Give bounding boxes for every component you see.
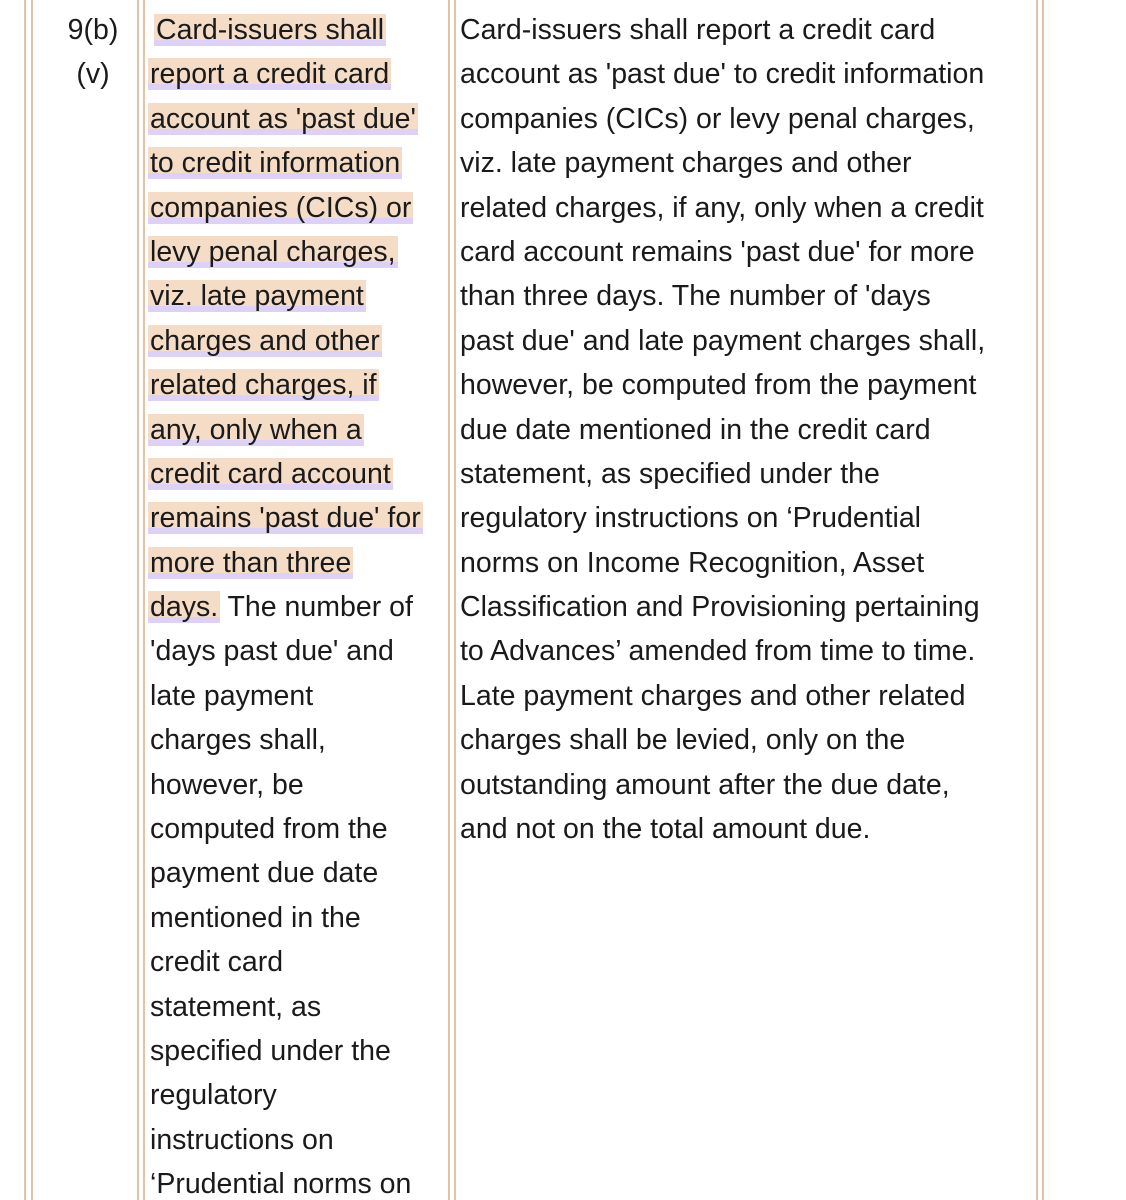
plain-line: late payment (150, 679, 314, 712)
highlighted-line: any, only when a (150, 413, 362, 446)
highlighted-line: remains 'past due' for (150, 502, 421, 535)
text-line: card account remains 'past due' for more (460, 235, 975, 268)
plain-line: credit card (150, 946, 284, 979)
text-line: regulatory instructions on ‘Prudential (460, 502, 921, 535)
plain-line: charges shall, (150, 724, 326, 757)
text-line: companies (CICs) or levy penal charges, (460, 102, 975, 135)
clause-number-cell (58, 8, 128, 97)
table-border-outer-left-2 (31, 0, 33, 1200)
plain-line: instructions on (150, 1123, 334, 1156)
highlighted-line: report a credit card (150, 58, 390, 91)
text-line: than three days. The number of 'days (460, 280, 931, 313)
table-border-outer-right-1 (1036, 0, 1038, 1200)
highlighted-line: days. (150, 591, 219, 624)
table-border-col2-a (143, 0, 145, 1200)
text-line: Card-issuers shall report a credit card (460, 14, 936, 46)
text-line: account as 'past due' to credit information (460, 58, 985, 91)
highlighted-passage (150, 8, 423, 629)
text-line: to Advances’ amended from time to time. (460, 635, 976, 668)
table-border-col1 (137, 0, 139, 1200)
text-line: Classification and Provisioning pertaining (460, 591, 980, 624)
plain-line: payment due date (150, 857, 379, 890)
revised-clause-text (460, 8, 985, 851)
highlighted-line: account as 'past due' (150, 102, 416, 135)
clause-number: 9(b) (67, 14, 119, 46)
table-border-outer-left-1 (24, 0, 26, 1200)
highlighted-line: charges and other (150, 324, 380, 357)
plain-line: however, be (150, 768, 304, 801)
plain-passage (150, 629, 423, 1200)
highlighted-line: to credit information (150, 147, 401, 180)
text-line: outstanding amount after the due date, (460, 768, 950, 801)
plain-line: specified under the (150, 1034, 391, 1067)
plain-line: mentioned in the (150, 901, 361, 934)
text-line: however, be computed from the payment (460, 369, 977, 402)
original-clause-text (150, 8, 423, 1200)
clause-sub-number: (v) (76, 58, 110, 91)
table-border-col3 (454, 0, 456, 1200)
plain-line: statement, as (150, 990, 322, 1023)
text-line: past due' and late payment charges shall, (460, 324, 986, 357)
text-line: related charges, if any, only when a credit (460, 191, 984, 224)
highlighted-line: levy penal charges, (150, 235, 396, 268)
text-line: viz. late payment charges and other (460, 147, 912, 180)
highlighted-line: related charges, if (150, 369, 377, 402)
plain-line: 'days past due' and (150, 635, 394, 668)
text-line: Late payment charges and other related (460, 679, 966, 712)
text-line: charges shall be levied, only on the (460, 724, 906, 757)
text-line: due date mentioned in the credit card (460, 413, 931, 446)
table-border-outer-right-2 (1042, 0, 1044, 1200)
table-border-col2-b (448, 0, 450, 1200)
text-line: norms on Income Recognition, Asset (460, 546, 925, 579)
plain-line: regulatory (150, 1079, 277, 1112)
highlighted-line: Card-issuers shall (156, 14, 385, 46)
highlighted-line: more than three (150, 546, 352, 579)
highlighted-line: companies (CICs) or (150, 191, 412, 224)
highlighted-line: credit card account (150, 457, 391, 490)
plain-line: ‘Prudential norms on (150, 1168, 412, 1200)
text-line: and not on the total amount due. (460, 813, 871, 846)
text-line: statement, as specified under the (460, 457, 880, 490)
plain-text-fragment: The number of (220, 591, 413, 624)
plain-line: computed from the (150, 813, 388, 846)
highlighted-line: viz. late payment (150, 280, 364, 313)
